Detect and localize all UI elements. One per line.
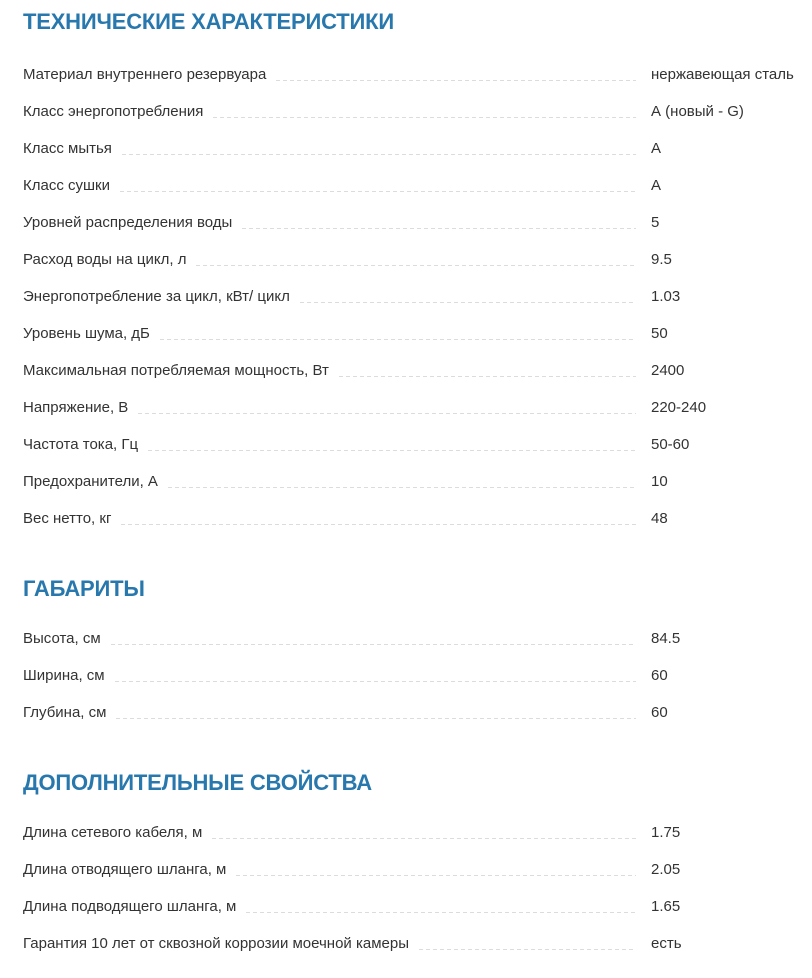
spec-value: 60 xyxy=(651,667,668,684)
dotted-leader xyxy=(419,949,636,950)
dotted-leader xyxy=(196,265,636,266)
spec-label: Длина отводящего шланга, м xyxy=(23,861,227,878)
spec-value: 1.03 xyxy=(651,288,681,305)
section-rows xyxy=(23,815,810,963)
spec-section xyxy=(23,770,810,963)
dotted-leader xyxy=(120,191,636,192)
spec-value: 50-60 xyxy=(651,436,690,453)
spec-row xyxy=(23,926,810,963)
spec-value: А xyxy=(651,140,662,157)
spec-label: Предохранители, А xyxy=(23,473,158,490)
spec-value: А (новый - G) xyxy=(651,103,744,120)
spec-label: Частота тока, Гц xyxy=(23,436,139,453)
spec-value: 1.65 xyxy=(651,898,681,915)
spec-row xyxy=(23,464,810,501)
section-rows xyxy=(23,621,810,732)
spec-label: Высота, см xyxy=(23,630,101,647)
dotted-leader xyxy=(116,718,636,719)
spec-section xyxy=(23,9,810,538)
spec-row xyxy=(23,205,810,242)
dotted-leader xyxy=(111,644,636,645)
dotted-leader xyxy=(148,450,636,451)
spec-value: есть xyxy=(651,935,682,952)
spec-row xyxy=(23,279,810,316)
section-title: ГАБАРИТЫ xyxy=(23,576,145,601)
spec-value: 1.75 xyxy=(651,824,681,841)
section-rows xyxy=(23,57,810,538)
spec-row xyxy=(23,815,810,852)
spec-label: Длина сетевого кабеля, м xyxy=(23,824,203,841)
spec-label: Энергопотребление за цикл, кВт/ цикл xyxy=(23,288,290,305)
spec-label: Вес нетто, кг xyxy=(23,510,112,527)
spec-label: Класс энергопотребления xyxy=(23,103,204,120)
spec-value: 2400 xyxy=(651,362,685,379)
dotted-leader xyxy=(236,875,636,876)
spec-value: А xyxy=(651,177,662,194)
spec-row xyxy=(23,889,810,926)
spec-row xyxy=(23,57,810,94)
spec-value: 10 xyxy=(651,473,668,490)
dotted-leader xyxy=(242,228,636,229)
spec-row xyxy=(23,353,810,390)
spec-row xyxy=(23,94,810,131)
spec-row xyxy=(23,242,810,279)
spec-label: Уровень шума, дБ xyxy=(23,325,150,342)
spec-value: 2.05 xyxy=(651,861,681,878)
dotted-leader xyxy=(212,838,636,839)
spec-label: Максимальная потребляемая мощность, Вт xyxy=(23,362,329,379)
spec-row xyxy=(23,695,810,732)
spec-value: 60 xyxy=(651,704,668,721)
dotted-leader xyxy=(339,376,636,377)
dotted-leader xyxy=(246,912,636,913)
dotted-leader xyxy=(213,117,636,118)
dotted-leader xyxy=(168,487,636,488)
spec-label: Длина подводящего шланга, м xyxy=(23,898,237,915)
spec-row xyxy=(23,168,810,205)
spec-label: Расход воды на цикл, л xyxy=(23,251,187,268)
dotted-leader xyxy=(276,80,636,81)
spec-label: Класс мытья xyxy=(23,140,112,157)
spec-row xyxy=(23,427,810,464)
spec-label: Гарантия 10 лет от сквозной коррозии моечной камеры xyxy=(23,935,409,952)
section-title: ДОПОЛНИТЕЛЬНЫЕ СВОЙСТВА xyxy=(23,770,372,795)
spec-row xyxy=(23,390,810,427)
dotted-leader xyxy=(300,302,636,303)
spec-label: Напряжение, В xyxy=(23,399,129,416)
spec-label: Глубина, см xyxy=(23,704,107,721)
spec-row xyxy=(23,852,810,889)
dotted-leader xyxy=(115,681,636,682)
dotted-leader xyxy=(121,524,636,525)
spec-value: 84.5 xyxy=(651,630,681,647)
spec-label: Уровней распределения воды xyxy=(23,214,233,231)
spec-row xyxy=(23,316,810,353)
spec-value: нержавеющая сталь xyxy=(651,66,794,83)
spec-section xyxy=(23,576,810,732)
spec-row xyxy=(23,131,810,168)
spec-value: 5 xyxy=(651,214,660,231)
spec-label: Ширина, см xyxy=(23,667,105,684)
dotted-leader xyxy=(122,154,636,155)
spec-value: 220-240 xyxy=(651,399,707,416)
spec-row xyxy=(23,621,810,658)
spec-row xyxy=(23,501,810,538)
spec-value: 50 xyxy=(651,325,668,342)
spec-row xyxy=(23,658,810,695)
spec-label: Класс сушки xyxy=(23,177,110,194)
section-title: ТЕХНИЧЕСКИЕ ХАРАКТЕРИСТИКИ xyxy=(23,9,394,34)
spec-value: 9.5 xyxy=(651,251,672,268)
spec-label: Материал внутреннего резервуара xyxy=(23,66,267,83)
dotted-leader xyxy=(160,339,636,340)
dotted-leader xyxy=(138,413,636,414)
spec-value: 48 xyxy=(651,510,668,527)
